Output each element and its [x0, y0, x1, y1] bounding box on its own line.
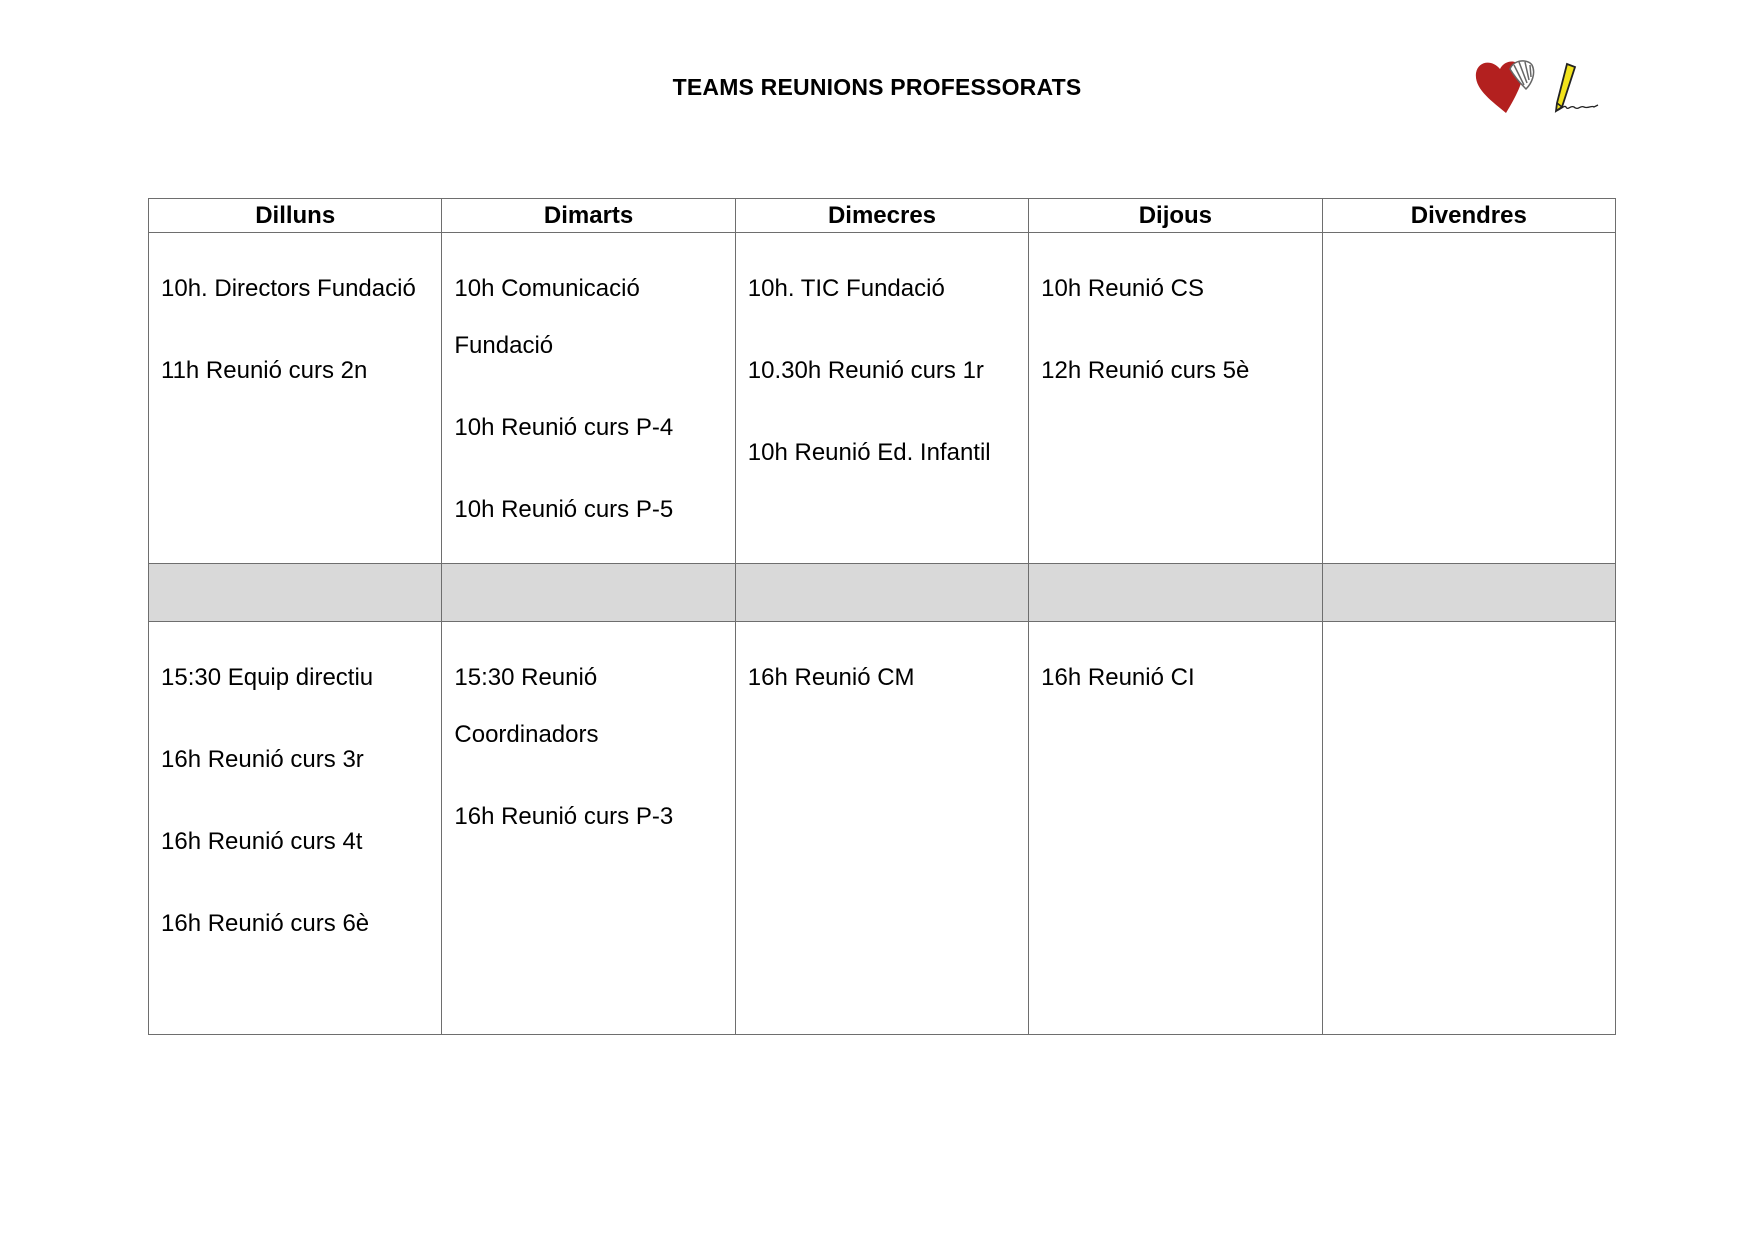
event-item: 10h Comunicació Fundació — [454, 275, 640, 359]
afternoon-row — [149, 622, 1616, 1035]
event-item: 10h Reunió curs P-4 — [454, 414, 674, 441]
afternoon-cell-dimecres — [735, 622, 1028, 1035]
heart-shell-icon — [1476, 61, 1534, 113]
event-item: 10.30h Reunió curs 1r — [747, 357, 984, 384]
event-item: 16h Reunió curs P-3 — [454, 803, 674, 830]
day-header-divendres: Divendres — [1322, 199, 1615, 233]
event-item: 10h. Directors Fundació — [161, 275, 416, 302]
event-item: 10h. TIC Fundació — [747, 275, 945, 302]
event-item: 11h Reunió curs 2n — [161, 357, 368, 384]
morning-cell-divendres — [1322, 233, 1615, 564]
afternoon-cell-divendres — [1322, 622, 1615, 1035]
day-header-dimecres: Dimecres — [735, 199, 1028, 233]
break-cell — [1029, 564, 1322, 622]
afternoon-cell-dimarts — [442, 622, 735, 1035]
break-row — [149, 564, 1616, 622]
event-item: 16h Reunió curs 6è — [161, 910, 370, 937]
school-logo — [1470, 55, 1610, 130]
document-title: TEAMS REUNIONS PROFESSORATS — [672, 74, 1082, 100]
pencil-icon — [1556, 64, 1598, 111]
header-row — [149, 199, 1616, 233]
break-cell — [442, 564, 735, 622]
break-cell — [735, 564, 1028, 622]
afternoon-cell-dijous — [1029, 622, 1322, 1035]
event-item: 16h Reunió curs 4t — [161, 828, 363, 855]
morning-cell-dilluns — [149, 233, 442, 564]
event-item: 10h Reunió curs P-5 — [454, 496, 674, 523]
event-item: 15:30 Reunió Coordinadors — [454, 664, 599, 748]
day-header-dijous: Dijous — [1029, 199, 1322, 233]
event-item: 16h Reunió curs 3r — [161, 746, 364, 773]
morning-cell-dimarts — [442, 233, 735, 564]
event-item: 16h Reunió CI — [1041, 664, 1195, 691]
morning-row — [149, 233, 1616, 564]
break-cell — [1322, 564, 1615, 622]
event-item: 15:30 Equip directiu — [161, 664, 374, 691]
event-item: 16h Reunió CM — [747, 664, 915, 691]
day-header-dimarts: Dimarts — [442, 199, 735, 233]
event-item: 10h Reunió Ed. Infantil — [747, 439, 991, 466]
afternoon-cell-dilluns — [149, 622, 442, 1035]
break-cell — [149, 564, 442, 622]
event-item: 10h Reunió CS — [1041, 275, 1204, 302]
morning-cell-dijous — [1029, 233, 1322, 564]
event-item: 12h Reunió curs 5è — [1041, 357, 1250, 384]
morning-cell-dimecres — [735, 233, 1028, 564]
day-header-dilluns: Dilluns — [149, 199, 442, 233]
schedule-table — [148, 198, 1616, 1035]
